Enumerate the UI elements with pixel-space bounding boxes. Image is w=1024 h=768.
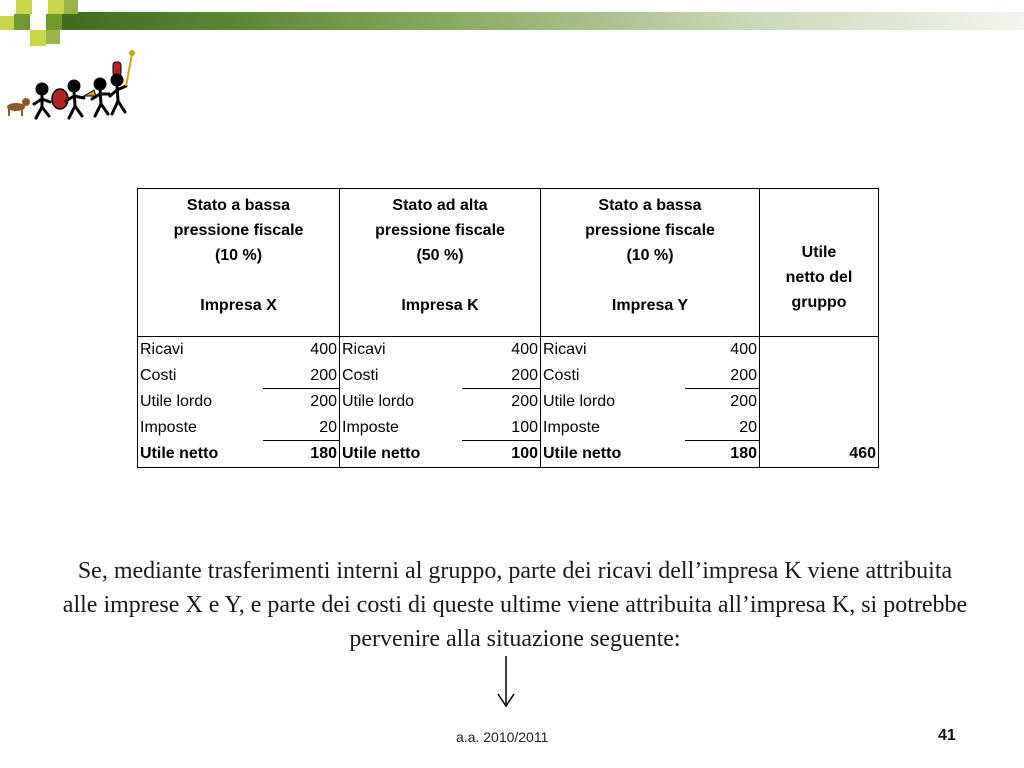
value-x: 400 [263, 337, 339, 363]
value-k: 200 [462, 389, 541, 415]
header-impresa-k [340, 189, 541, 337]
page-number: 41 [938, 727, 956, 744]
row-label-y: Utile lordo [543, 393, 616, 410]
table-row [138, 363, 879, 389]
row-label-k: Utile lordo [342, 393, 415, 410]
row-label-x: Utile netto [138, 441, 264, 468]
value-group [760, 337, 879, 363]
row-label-x: Utile lordo [138, 389, 264, 415]
header-impresa-y [541, 189, 760, 337]
row-label-k: Costi [342, 367, 379, 384]
value-y: 200 [685, 363, 760, 389]
value-group [760, 363, 879, 389]
value-x: 200 [263, 389, 339, 415]
header-blank-line [140, 268, 337, 293]
value-y: 200 [685, 389, 760, 415]
row-label-k: Utile netto [340, 441, 463, 468]
row-label-y: Costi [543, 367, 580, 384]
row-label-x: Costi [138, 363, 264, 389]
tax-comparison-table [137, 188, 879, 468]
value-k: 200 [462, 363, 541, 389]
value-y: 180 [685, 441, 760, 468]
header-blank-line [543, 268, 757, 293]
row-label-y: Utile netto [541, 441, 686, 468]
value-y: 20 [685, 415, 760, 441]
value-k: 400 [462, 337, 541, 363]
gradient-bar [60, 12, 1024, 30]
value-y: 400 [685, 337, 760, 363]
table-header-row [138, 189, 879, 337]
table-row [138, 415, 879, 441]
header-line: pressione fiscale [173, 222, 304, 239]
decor-square [14, 14, 30, 30]
marching-band-logo-icon [2, 44, 142, 124]
row-label-y: Imposte [543, 419, 600, 436]
header-impresa-x [138, 189, 340, 337]
row-label-k: Ricavi [342, 341, 386, 359]
decor-square [48, 0, 64, 14]
table-row [138, 389, 879, 415]
decor-square [46, 30, 60, 44]
header-line: netto del [785, 269, 853, 286]
slide-caption: Se, mediante trasferimenti interni al gruppo, parte dei ricavi dell’impresa K viene attribuita alle imprese X e Y, e parte dei costi di queste ultime viene attribuita all’impresa K, si potrebbe pervenire alla situazione seguente: [62, 558, 968, 652]
header-line: Stato a bassa [186, 197, 291, 214]
decor-square [0, 0, 16, 14]
header-blank-line [342, 268, 538, 293]
footer-academic-year: a.a. 2010/2011 [456, 729, 549, 745]
value-group-total: 460 [760, 441, 879, 468]
header-company: Impresa X [200, 297, 277, 314]
header-line: (50 %) [416, 247, 464, 264]
decor-square [0, 16, 14, 30]
value-k: 100 [462, 441, 541, 468]
table-row [138, 337, 879, 363]
value-k: 100 [462, 415, 541, 441]
row-label-k: Imposte [342, 419, 399, 436]
header-line: pressione fiscale [585, 222, 715, 239]
top-decorative-band [0, 0, 1024, 60]
value-x: 200 [263, 363, 339, 389]
row-label-y: Ricavi [543, 341, 587, 359]
value-group [760, 415, 879, 441]
header-line: Stato ad alta [392, 197, 488, 214]
header-line: (10 %) [214, 247, 263, 264]
value-x: 180 [263, 441, 339, 468]
table-row-total [138, 441, 879, 468]
header-line: pressione fiscale [375, 222, 505, 239]
decor-square [46, 14, 62, 30]
header-line: Utile [801, 244, 837, 261]
row-label-x: Ricavi [138, 337, 264, 363]
down-arrow-icon [494, 656, 518, 708]
header-line: (10 %) [626, 247, 674, 264]
decor-square [64, 0, 78, 14]
row-label-x: Imposte [138, 415, 264, 441]
decor-square [16, 0, 32, 14]
header-line: Stato a bassa [598, 197, 702, 214]
header-line: gruppo [791, 294, 847, 311]
header-group-net-profit [760, 189, 879, 337]
header-company: Impresa Y [611, 297, 689, 314]
header-company: Impresa K [401, 297, 479, 314]
value-x: 20 [263, 415, 339, 441]
value-group [760, 389, 879, 415]
